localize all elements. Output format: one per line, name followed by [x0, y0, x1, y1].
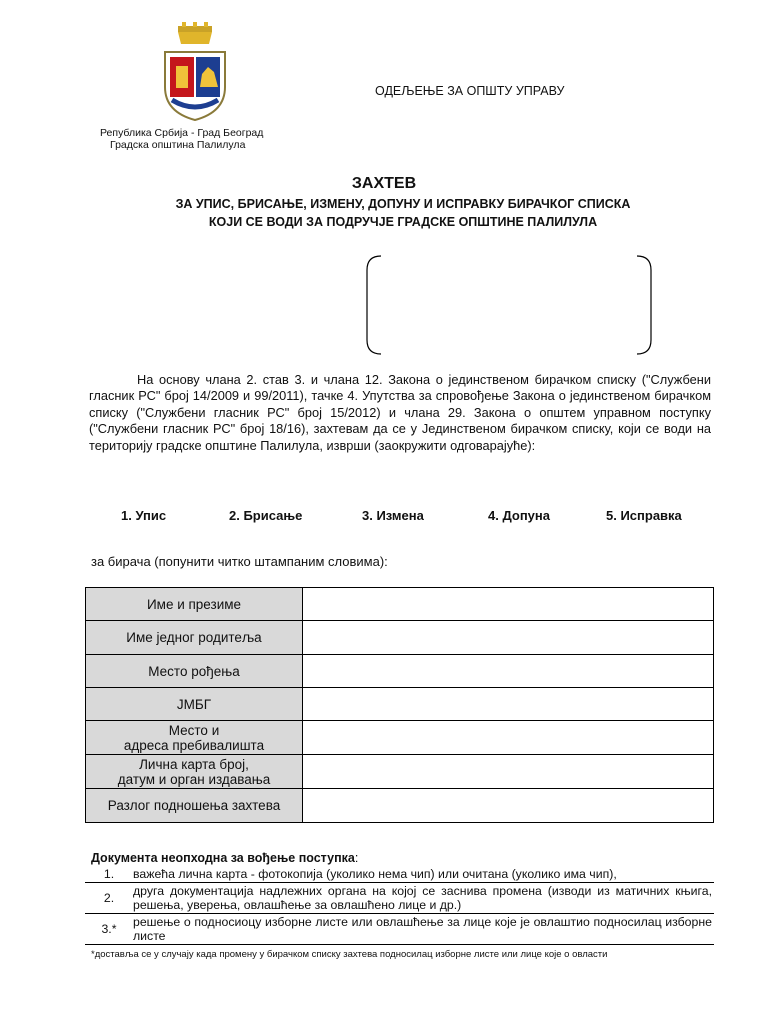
- option-brisanje[interactable]: 2. Брисање: [229, 508, 303, 523]
- intro-paragraph: На основу члана 2. став 3. и члана 12. Закона о јединственом бирачком списку ("Службени гласник РС" број 14/2009 и 99/2011), тачке 4. Упутства за спровођење Закона о јединственом бирачком списку ("Службени гласник РС" број 15/2012) и члана 29. Закона о општем управном поступку ("Службени гласник РС" број 18/16), захтевам да се у Јединственом бирачком списку, који се води на територију градске општине Палилула, изврши (заокружити одговарајуће):: [89, 372, 711, 453]
- document-subtitle-1: ЗА УПИС, БРИСАЊЕ, ИЗМЕНУ, ДОПУНУ И ИСПРАВКУ БИРАЧКОГ СПИСКА: [175, 197, 631, 211]
- parent-field[interactable]: [303, 621, 714, 655]
- option-upis[interactable]: 1. Упис: [121, 508, 167, 523]
- coat-of-arms-logo: [160, 22, 230, 122]
- idcard-field[interactable]: [303, 755, 714, 789]
- department-name: ОДЕЉЕЊЕ ЗА ОПШТУ УПРАВУ: [375, 84, 565, 98]
- document-title: ЗАХТЕВ: [351, 175, 417, 192]
- org-line-1: Република Србија - Град Београд: [100, 127, 264, 139]
- residence-field[interactable]: [303, 721, 714, 755]
- document-subtitle-2: КОЈИ СЕ ВОДИ ЗА ПОДРУЧЈЕ ГРАДСКЕ ОПШТИНЕ ПАЛИЛУЛА: [208, 215, 598, 229]
- reason-label: Разлог подношења захтева: [86, 789, 303, 823]
- birthplace-field[interactable]: [303, 655, 714, 688]
- reason-field[interactable]: [303, 789, 714, 823]
- residence-label-line2: адреса пребивалишта: [123, 737, 265, 753]
- documents-list: [85, 866, 714, 945]
- documents-heading-colon: :: [354, 851, 359, 865]
- item-number: 2.: [103, 891, 115, 905]
- idcard-label-line1: Лична карта број,: [139, 756, 249, 772]
- jmbg-field[interactable]: [303, 688, 714, 721]
- list-item: [85, 883, 714, 914]
- option-ispravka[interactable]: 5. Исправка: [606, 508, 682, 523]
- list-item: [85, 866, 714, 883]
- option-dopuna[interactable]: 4. Допуна: [488, 508, 550, 523]
- documents-heading: [91, 851, 358, 865]
- footnote: *достављa се у случају када промену у бирачком списку захтева подносилац изборне листе или лице које о овласти: [91, 949, 608, 960]
- parent-label: Име једног родитеља: [86, 621, 303, 655]
- name-field[interactable]: [303, 588, 714, 621]
- idcard-label-line2: датум и орган издавања: [117, 771, 271, 787]
- stamp-area: [363, 254, 655, 356]
- item-text: важећа лична карта - фотокопија (уколико нема чип) или очитана (уколико има чип),: [133, 867, 617, 881]
- idcard-label: [86, 755, 303, 789]
- voter-form-table: [85, 587, 714, 823]
- jmbg-label: ЈМБГ: [86, 688, 303, 721]
- residence-label-line1: Место и: [168, 722, 220, 738]
- org-line-2: Градска општина Палилула: [110, 139, 246, 151]
- item-number: 3.*: [101, 922, 117, 936]
- residence-label: [86, 721, 303, 755]
- voter-label: за бирача (попунити читко штампаним словима):: [91, 554, 388, 569]
- item-text: решење о подносиоцу изборне листе или овлашћење за лице које је овлаштио подносилац изборне листе: [133, 915, 712, 943]
- option-izmena[interactable]: 3. Измена: [362, 508, 424, 523]
- documents-heading-text: Документа неопходна за вођење поступка: [91, 851, 355, 865]
- list-item: [85, 914, 714, 945]
- item-number: 1.: [103, 867, 115, 881]
- item-text: друга документација надлежних органа на којој се заснива промена (изводи из матичних књига, решења, уверења, овлашћење за овлашћено лице и др.): [133, 884, 712, 912]
- name-label: Име и презиме: [86, 588, 303, 621]
- birthplace-label: Место рођења: [86, 655, 303, 688]
